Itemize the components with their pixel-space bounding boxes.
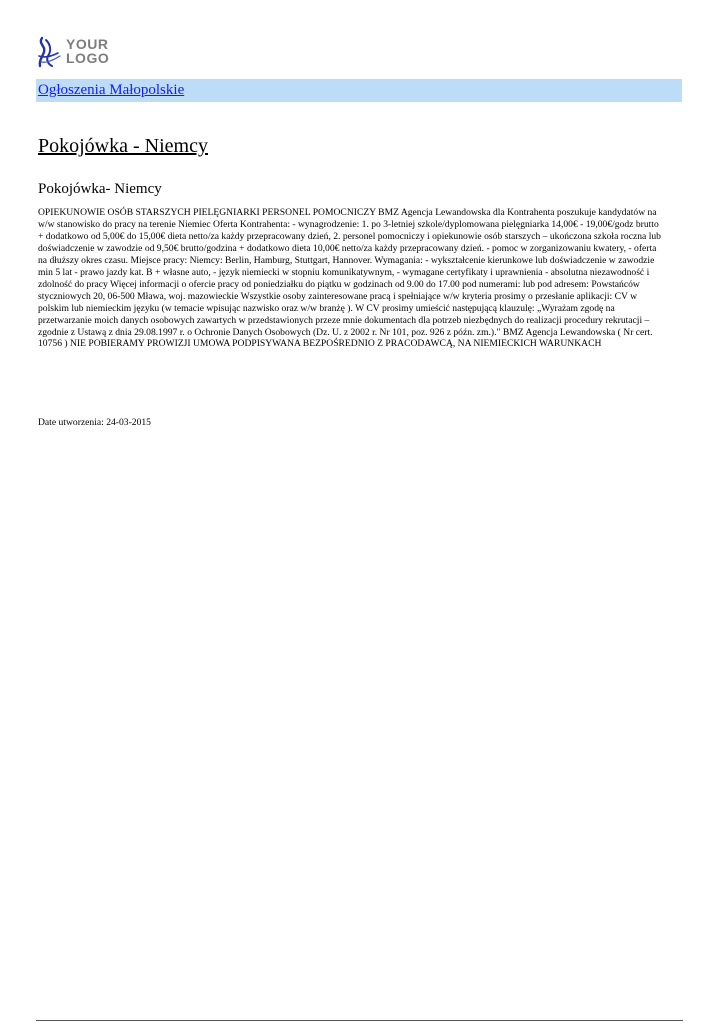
logo [36, 36, 126, 70]
swoosh-logo-icon [36, 36, 64, 70]
article-subtitle: Pokojówka- Niemcy [38, 181, 162, 197]
page-title: Pokojówka - Niemcy [38, 135, 208, 157]
header-band [36, 79, 682, 102]
footer-divider [36, 1020, 683, 1021]
site-link[interactable]: Ogłoszenia Małopolskie [38, 82, 185, 98]
creation-date: Date utworzenia: 24-03-2015 [38, 417, 151, 428]
logo-line-1: YOUR [66, 36, 109, 52]
logo-line-2: LOGO [66, 50, 110, 66]
logo-text [66, 37, 109, 65]
article-body: OPIEKUNOWIE OSÓB STARSZYCH PIELĘGNIARKI PERSONEL POMOCNICZY BMZ Agencja Lewandowska dla Kontrahenta poszukuje kandydatów na w/w stanowisko do pracy na terenie Niemiec Oferta Kontrahenta: - wynagrodzenie: 1. po 3-letniej szkole/dyplomowana pielęgniarka 14,00€ - 19,00€/godz brutto + dodatkowo od 5,00€ do 15,00€ dieta netto/za każdy przepracowany dzień, 2. personel pomocniczy i opiekunowie osób starszych – ukończona szkoła roczna lub doświadczenie w zawodzie od 9,50€ brutto/godzina + dodatkowo dieta 10,00€ netto/za każdy przepracowany dzień. - pomoc w zorganizowaniu kwatery, - oferta na dłuższy okres czasu. Miejsce pracy: Niemcy: Berlin, Hamburg, Stuttgart, Hannover. Wymagania: - wykształcenie kierunkowe lub doświadczenie w zawodzie min 5 lat - prawo jazdy kat. B + własne auto, - język niemiecki w stopniu komunikatywnym, - wymagane certyfikaty i uprawnienia - absolutna niezawodność i zdolność do pracy Więcej informacji o ofercie pracy od poniedziałku do piątku w godzinach od 9.00 do 17.00 pod numerami: lub pod adresem: Powstańców styczniowych 20, 06-500 Mława, woj. mazowieckie Wszystkie osoby zainteresowane pracą i spełniające w/w kryteria prosimy o przesłanie aplikacji: CV w polskim lub niemieckim języku (w temacie wpisując nazwisko oraz w/w branżę ). W CV prosimy umieścić następującą klauzulę: „Wyrażam zgodę na przetwarzanie moich danych osobowych zawartych w przedstawionych przeze mnie dokumentach dla potrzeb niezbędnych do realizacji procedury rekrutacji – zgodnie z Ustawą z dnia 29.08.1997 r. o Ochronie Danych Osobowych (Dz. U. z 2002 r. Nr 101, poz. 926 z późn. zm.)." BMZ Agencja Lewandowska ( Nr cert. 10756 ) NIE POBIERAMY PROWIZJI UMOWA PODPISYWANA BEZPOŚREDNIO Z PRACODAWCĄ, NA NIEMIECKICH WARUNKACH [38, 207, 661, 350]
